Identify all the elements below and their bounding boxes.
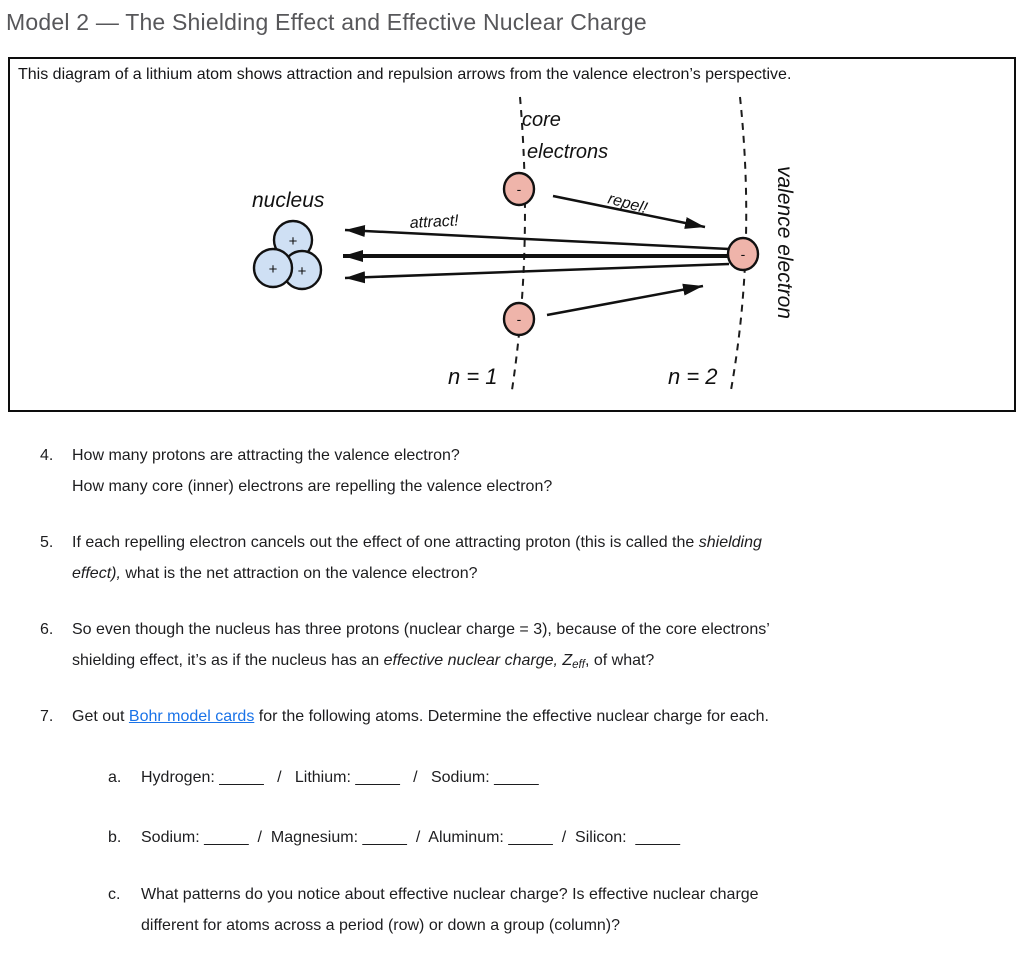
minus-sign: - (516, 311, 522, 327)
question-6 (40, 614, 770, 681)
question-5 (40, 527, 762, 589)
question-text: So even though the nucleus has three protons (nuclear charge = 3), because of the core electrons’ (72, 621, 770, 638)
subitem-text: different for atoms across a period (row) or down a group (column)? (141, 917, 621, 934)
diagram-frame (8, 57, 1016, 412)
nucleus-group (254, 221, 321, 289)
question-7 (40, 701, 769, 732)
plus-sign: + (268, 261, 278, 278)
core-electrons-label-line2: electrons (527, 141, 609, 163)
subitem-text: Sodium: _____ / Magnesium: _____ / Aluminum: _____ / Silicon: _____ (141, 829, 680, 846)
shell-n1-label: n = 1 (448, 364, 498, 389)
question-number: 5. (40, 534, 54, 551)
bohr-model-cards-link[interactable]: Bohr model cards (128, 708, 255, 725)
subitem-b (108, 822, 680, 853)
question-text: effect), what is the net attraction on the valence electron? (72, 565, 478, 582)
question-number: 4. (40, 447, 54, 464)
minus-sign: - (740, 246, 746, 262)
valence-electron-label: valence electron (773, 166, 796, 319)
question-4 (40, 440, 552, 502)
plus-sign: + (297, 263, 307, 280)
core-electrons-label-line1: core (522, 109, 561, 131)
question-text: How many protons are attracting the valence electron? (72, 447, 460, 464)
lithium-atom-diagram (10, 59, 1014, 410)
attract-arrow-bottom (345, 264, 729, 278)
subitem-a (108, 762, 539, 793)
shell-n1-arc (512, 97, 525, 390)
question-text: Get out Bohr model cards for the following atoms. Determine the effective nuclear charge for each. (72, 708, 769, 725)
question-text: shielding effect, it’s as if the nucleus has an effective nuclear charge, Zeff, of what? (72, 652, 655, 671)
subitem-text: Hydrogen: _____ / Lithium: _____ / Sodium: _____ (141, 769, 539, 786)
subitem-letter: b. (108, 829, 122, 846)
plus-sign: + (288, 233, 298, 250)
repel-arrow-bottom (547, 286, 703, 315)
subitem-c (108, 879, 759, 941)
question-text: If each repelling electron cancels out the effect of one attracting proton (this is called the shielding (72, 534, 762, 551)
page-title: Model 2 — The Shielding Effect and Effective Nuclear Charge (6, 9, 647, 35)
subitem-text: What patterns do you notice about effective nuclear charge? Is effective nuclear charge (141, 886, 759, 903)
minus-sign: - (516, 181, 522, 197)
question-text: How many core (inner) electrons are repelling the valence electron? (72, 478, 553, 495)
subitem-letter: c. (108, 886, 121, 903)
diagram-caption: This diagram of a lithium atom shows attraction and repulsion arrows from the valence electron’s perspective. (18, 66, 792, 83)
attract-label: attract! (409, 212, 460, 232)
question-number: 6. (40, 621, 54, 638)
attract-arrow-top (345, 230, 729, 249)
repel-label: repel! (605, 190, 650, 218)
question-number: 7. (40, 708, 54, 725)
subitem-letter: a. (108, 769, 122, 786)
nucleus-label: nucleus (252, 189, 325, 212)
shell-n2-label: n = 2 (668, 364, 718, 389)
